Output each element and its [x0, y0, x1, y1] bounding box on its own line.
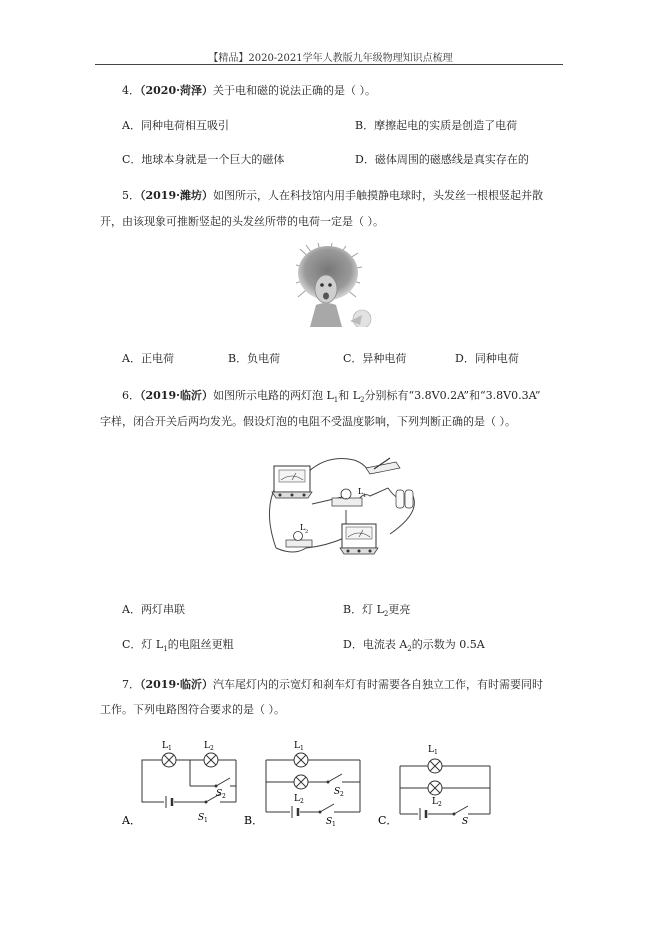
- question-6-stem-line2: 字样，闭合开关后两均发光。假设灯泡的电阻不受温度影响，下列判断正确的是（ ）。: [100, 415, 516, 428]
- circuit-a-option-label: A．: [122, 814, 141, 827]
- circuit-b-option-label: B．: [244, 814, 264, 827]
- question-5-stem-line2: 开，由该现象可推断竖起的头发丝所带的电荷一定是（ ）。: [100, 215, 384, 228]
- question-6-text-1a: 如图所示电路的两灯泡 L: [212, 389, 334, 402]
- question-6-stem-line1: [122, 387, 541, 404]
- question-6-source: （2019·临沂）: [140, 389, 213, 402]
- circuit-c-battery-icon: [420, 808, 426, 820]
- question-6-number: 6．: [122, 389, 140, 402]
- circuit-a-battery-icon: [166, 796, 172, 808]
- circuit-b-s2-sub: 2: [340, 791, 344, 798]
- ammeter-a2-icon: [340, 524, 378, 554]
- circuit-b-s1-label: S: [326, 817, 333, 827]
- circuit-b-l2-label: L: [294, 794, 300, 804]
- circuit-c-l2-sub: 2: [438, 801, 442, 808]
- circuit-c-l1-label: L: [428, 745, 434, 755]
- circuit-a-diagram[interactable]: [120, 738, 242, 830]
- circuit-b-l2-sub: 2: [300, 798, 304, 805]
- question-5-text-1: 如图所示，人在科技馆内用手触摸静电球时，头发丝一根根竖起并散: [212, 189, 543, 202]
- lamp-l1-subscript: 1: [363, 493, 367, 499]
- question-7-stem-line1: [122, 676, 543, 692]
- question-6-option-a[interactable]: A．两灯串联: [122, 603, 185, 616]
- question-6-circuit-figure: [262, 452, 438, 564]
- question-5-stem-line1: [122, 187, 543, 203]
- circuit-b-lamp-l2-icon: [294, 775, 308, 789]
- circuit-b-s1-sub: 1: [332, 821, 336, 828]
- circuit-a-s2-label: S: [216, 789, 223, 799]
- question-6-text-1e: 分别标有“3.8V0.2A”和“3.8V0.3A”: [364, 389, 541, 402]
- question-7-stem-line2: 工作。下列电路图符合要求的是（ ）。: [100, 703, 285, 716]
- switch-icon: [366, 458, 400, 474]
- circuit-b-diagram[interactable]: [242, 738, 366, 830]
- question-4-option-b[interactable]: B．摩擦起电的实质是创造了电荷: [355, 119, 518, 132]
- question-6-text-1c: 和 L: [338, 389, 361, 402]
- question-6-option-c-sub: 1: [163, 645, 168, 654]
- question-6-option-c-text-c: 的电阻丝更粗: [167, 638, 234, 651]
- question-6-option-d[interactable]: [343, 636, 485, 653]
- circuit-c-option-label: C．: [378, 814, 398, 827]
- circuit-a-lamp-l1-icon: [162, 753, 176, 767]
- question-6-option-c-text-a: C．灯 L: [122, 638, 164, 651]
- circuit-c-lamp-l1-icon: [428, 759, 442, 773]
- circuit-c-l2-label: L: [432, 797, 438, 807]
- question-4-text: 关于电和磁的说法正确的是（ ）。: [212, 84, 376, 97]
- circuit-c-l1-sub: 1: [434, 749, 438, 756]
- lamp-l1-label: L: [358, 487, 364, 496]
- lamp-l2-label: L: [300, 523, 306, 532]
- question-6-option-b-sub: 2: [383, 610, 389, 619]
- question-6-option-b-text-a: B．灯 L: [343, 603, 384, 616]
- question-7-number: 7．: [122, 678, 140, 691]
- circuit-a-l1-sub: 1: [168, 745, 172, 752]
- question-4-option-c[interactable]: C．地球本身就是一个巨大的磁体: [122, 153, 285, 166]
- question-6-option-d-sub: 2: [407, 645, 412, 654]
- question-7-text-1: 汽车尾灯内的示宽灯和刹车灯有时需要各自独立工作，有时需要同时: [212, 678, 543, 691]
- header-divider: [95, 64, 563, 65]
- question-5-option-a[interactable]: A．正电荷: [122, 352, 174, 365]
- question-5-number: 5．: [122, 189, 140, 202]
- question-5-option-c[interactable]: C．异种电荷: [343, 352, 407, 365]
- question-5-option-d[interactable]: D．同种电荷: [455, 352, 519, 365]
- question-6-option-c[interactable]: [122, 636, 234, 653]
- circuit-a-l1-label: L: [162, 741, 168, 751]
- circuit-a-s2-sub: 2: [222, 793, 226, 800]
- ammeter-a1-icon: [272, 466, 312, 498]
- page-header: 【精品】2020-2021学年人教版九年级物理知识点梳理: [208, 53, 453, 64]
- circuit-b-battery-icon: [292, 806, 298, 818]
- question-4-source: （2020·菏泽）: [140, 84, 213, 97]
- battery-icon: [396, 490, 413, 508]
- question-6-option-b[interactable]: [343, 601, 410, 618]
- question-6-option-d-text-a: D．电流表 A: [343, 638, 408, 651]
- circuit-a-s1-sub: 1: [204, 817, 208, 824]
- circuit-a-l2-sub: 2: [210, 745, 214, 752]
- question-7-source: （2019·临沂）: [140, 678, 213, 691]
- question-6-option-b-text-c: 更亮: [388, 603, 411, 616]
- circuit-b-lamp-l1-icon: [294, 753, 308, 767]
- circuit-c-s-label: S: [462, 817, 469, 827]
- question-5-option-b[interactable]: B．负电荷: [228, 352, 281, 365]
- circuit-c-lamp-l2-icon: [428, 781, 442, 795]
- question-4-option-d[interactable]: D．磁体周围的磁感线是真实存在的: [355, 153, 529, 166]
- question-4-stem: [122, 82, 376, 98]
- question-6-text-1d: 2: [360, 396, 365, 405]
- circuit-a-s1-label: S: [198, 813, 205, 823]
- static-hair-image: [296, 243, 378, 327]
- question-5-source: （2019·潍坊）: [140, 189, 213, 202]
- question-4-option-a[interactable]: A．同种电荷相互吸引: [122, 119, 229, 132]
- circuit-a-l2-label: L: [204, 741, 210, 751]
- circuit-b-l1-sub: 1: [300, 745, 304, 752]
- question-6-option-d-text-c: 的示数为 0.5A: [411, 638, 485, 651]
- circuit-a-lamp-l2-icon: [204, 753, 218, 767]
- question-6-text-1b: 1: [333, 396, 339, 405]
- circuit-b-l1-label: L: [294, 741, 300, 751]
- lamp-l2-subscript: 2: [305, 529, 309, 535]
- circuit-b-s2-label: S: [334, 787, 341, 797]
- question-4-number: 4．: [122, 84, 140, 97]
- circuit-c-diagram[interactable]: [376, 738, 496, 830]
